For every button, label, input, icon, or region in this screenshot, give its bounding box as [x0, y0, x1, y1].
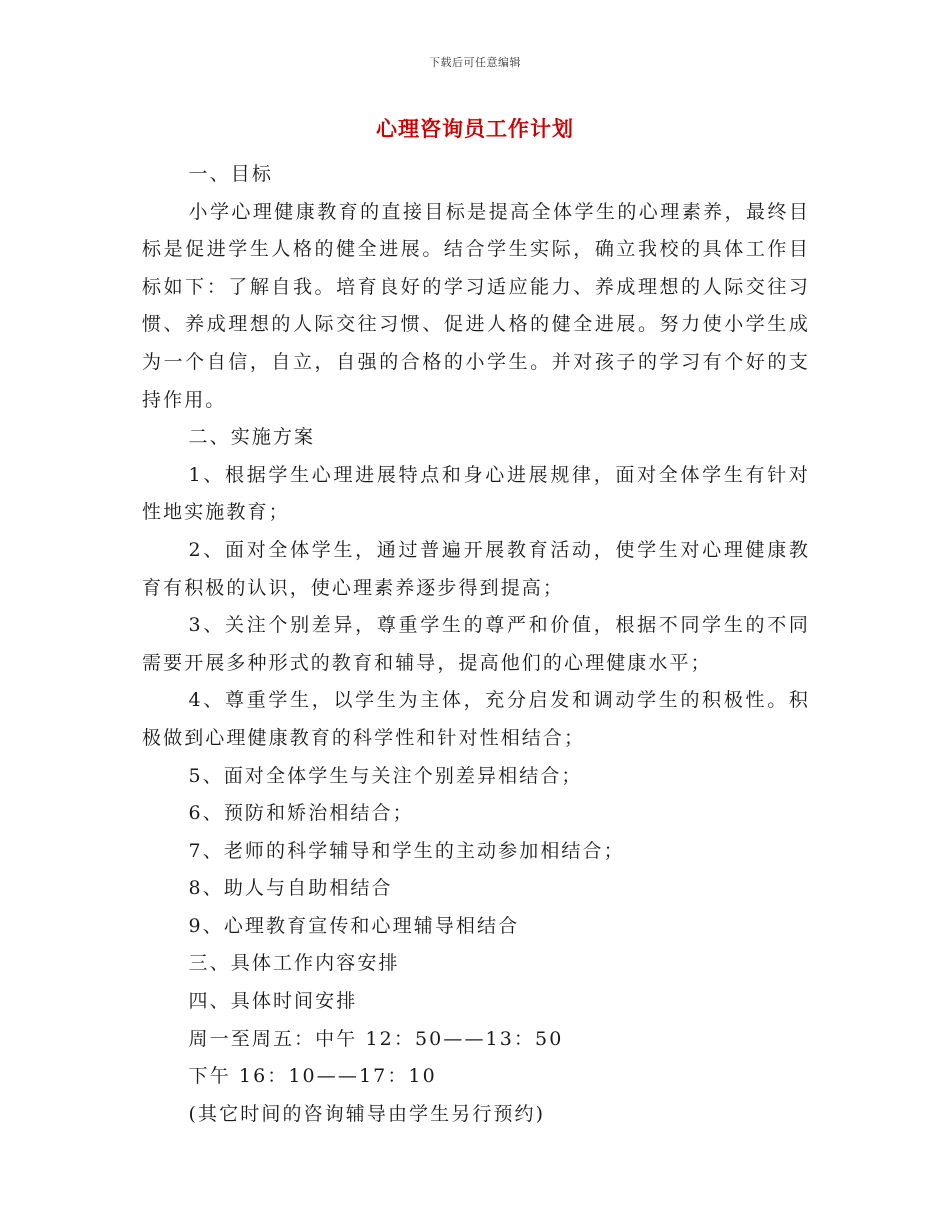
plan-item-4: 4、尊重学生，以学生为主体，充分启发和调动学生的积极性。积极做到心理健康教育的科学性和针对性相结合；	[142, 689, 810, 749]
section-heading-goal: 一、目标	[188, 163, 273, 185]
time-schedule-noon: 周一至周五：中午 12：50——13：50	[188, 1027, 564, 1050]
time-schedule-note: (其它时间的咨询辅导由学生另行预约)	[188, 1102, 546, 1125]
header-note: 下载后可任意编辑	[429, 56, 521, 69]
plan-item-3: 3、关注个别差异，尊重学生的尊严和价值，根据不同学生的不同需要开展多种形式的教育和辅导，提高他们的心理健康水平；	[142, 614, 810, 674]
section-heading-content: 三、具体工作内容安排	[188, 952, 400, 975]
plan-item-7: 7、老师的科学辅导和学生的主动参加相结合；	[188, 839, 625, 862]
plan-item-2: 2、面对全体学生，通过普遍开展教育活动，使学生对心理健康教育有积极的认识，使心理素养逐步得到提高；	[142, 538, 810, 599]
document-title: 心理咨询员工作计划	[376, 116, 574, 141]
document-body	[142, 156, 810, 1133]
plan-item-6: 6、预防和矫治相结合；	[188, 802, 414, 825]
goal-paragraph: 小学心理健康教育的直接目标是提高全体学生的心理素养，最终目标是促进学生人格的健全进展。结合学生实际，确立我校的具体工作目标如下：了解自我。培育良好的学习适应能力、养成理想的人际交往习惯、养成理想的人际交往习惯、促进人格的健全进展。努力使小学生成为一个自信，自立，自强的合格的小学生。并对孩子的学习有个好的支持作用。	[142, 200, 810, 411]
plan-item-8: 8、助人与自助相结合	[188, 877, 393, 900]
plan-item-9: 9、心理教育宣传和心理辅导相结合	[188, 914, 520, 937]
plan-item-5: 5、面对全体学生与关注个别差异相结合；	[188, 764, 583, 787]
plan-item-1: 1、根据学生心理进展特点和身心进展规律，面对全体学生有针对性地实施教育；	[142, 463, 810, 524]
section-heading-time: 四、具体时间安排	[188, 990, 358, 1013]
section-heading-plan: 二、实施方案	[188, 426, 316, 449]
time-schedule-afternoon: 下午 16：10——17：10	[188, 1065, 437, 1088]
